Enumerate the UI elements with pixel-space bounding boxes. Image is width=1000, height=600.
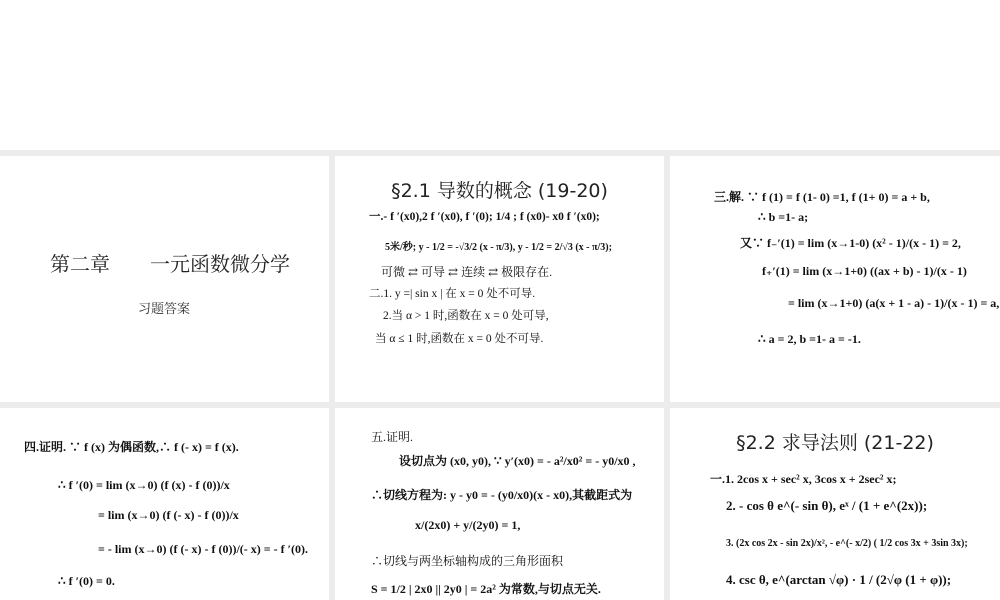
answer-line: 5米/秒; y - 1/2 = -√3/2 (x - π/3), y - 1/2 = 2/√3 (x - π/3); [385, 242, 612, 253]
answer-line: 设切点为 (x0, y0), ∵ y′(x0) = - a²/x0² = - y0/x0 , [399, 454, 636, 468]
answer-line: ∴切线与两坐标轴构成的三角形面积 [371, 554, 564, 568]
answer-line: ∴ a = 2, b =1- a = -1. [758, 332, 861, 346]
chapter-title: 第二章 一元函数微分学 [50, 252, 290, 276]
answer-line: 四.证明. ∵ f (x) 为偶函数,∴ f (- x) = f (x). [24, 440, 239, 454]
answer-line: 一.- f ′(x0),2 f ′(x0), f ′(0); 1/4 ; f (x0)- x0 f ′(x0); [369, 211, 600, 223]
section-title: §2.2 求导法则 (21-22) [736, 432, 934, 454]
answer-line: f₊′(1) = lim (x→1+0) ((ax + b) - 1)/(x - 1) [762, 264, 967, 278]
answer-line: = lim (x→1+0) (a(x + 1 - a) - 1)/(x - 1) = a, [788, 296, 1000, 310]
answer-line: 可微 ⇄ 可导 ⇄ 连续 ⇄ 极限存在. [381, 265, 553, 279]
answer-line: S = 1/2 | 2x0 || 2y0 | = 2a² 为常数,与切点无关. [371, 582, 601, 596]
answer-line: 当 α ≤ 1 时,函数在 x = 0 处不可导. [375, 333, 544, 345]
answer-line: = - lim (x→0) (f (- x) - f (0))/(- x) = - f ′(0). [98, 542, 308, 556]
answer-line: 2. - cos θ e^(- sin θ), eˣ / (1 + e^(2x)); [726, 498, 928, 513]
chapter-subtitle: 习题答案 [138, 302, 191, 317]
top-blank-band [0, 0, 1000, 150]
slide-problem-3[interactable] [670, 156, 1000, 402]
answer-line: x/(2x0) + y/(2y0) = 1, [415, 518, 521, 532]
slide-problem-5[interactable] [335, 408, 664, 600]
answer-line: ∴ f ′(0) = lim (x→0) (f (x) - f (0))/x [58, 478, 230, 492]
answer-line: ∴ b =1- a; [758, 210, 809, 224]
answer-line: 3. (2x cos 2x - sin 2x)/x², - e^(- x/2) ( 1/2 cos 3x + 3sin 3x); [726, 538, 968, 549]
answer-line: 一.1. 2cos x + sec² x, 3cos x + 2sec² x; [710, 472, 897, 486]
answer-line: = lim (x→0) (f (- x) - f (0))/x [98, 508, 239, 522]
section-title: §2.1 导数的概念 (19-20) [391, 180, 608, 202]
answer-line: 又∵ f₋′(1) = lim (x→1-0) (x² - 1)/(x - 1) = 2, [740, 236, 961, 250]
answer-line: 2.当 α > 1 时,函数在 x = 0 处可导, [383, 310, 549, 322]
slide-section-2-1[interactable] [335, 156, 664, 402]
slide-chapter-title[interactable] [0, 156, 329, 402]
slide-problem-4[interactable] [0, 408, 329, 600]
slide-section-2-2[interactable] [670, 408, 1000, 600]
answer-line: 五.证明. [371, 430, 414, 444]
answer-line: 4. csc θ, e^(arctan √φ) · 1 / (2√φ (1 + φ)); [726, 572, 952, 587]
answer-line: ∴切线方程为: y - y0 = - (y0/x0)(x - x0),其截距式为 [371, 488, 633, 502]
answer-line: ∴ f ′(0) = 0. [58, 574, 115, 588]
answer-line: 三.解. ∵ f (1) = f (1- 0) =1, f (1+ 0) = a + b, [714, 190, 930, 204]
answer-line: 二.1. y =| sin x | 在 x = 0 处不可导. [369, 288, 536, 300]
